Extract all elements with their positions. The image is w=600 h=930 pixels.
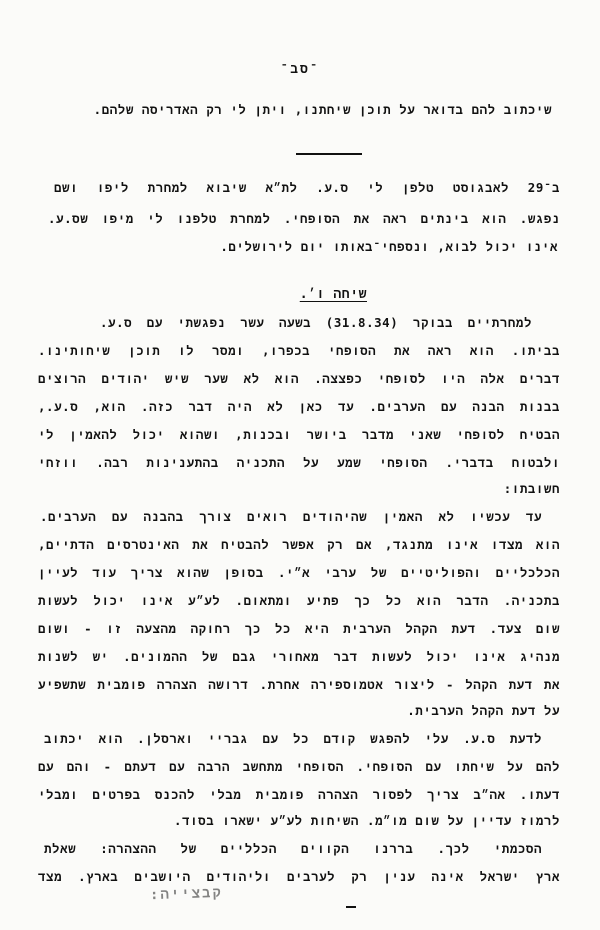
paragraph-2-line-6: ולבטוח בדברי. הסופחי שמע על התכניה בהתענינות רבה. ווזחי: [38, 455, 560, 470]
paragraph-3-line-2: הוא מצדו אינו מתנגד, אם רק אפשר להבטיח את האינטרסים הדתיים,: [38, 537, 560, 552]
paragraph-5-line-1: הסכמתי לכך. בררנו הקווים הכלליים של ההצהרה: שאלת: [44, 841, 542, 856]
paragraph-4-line-2: להם על שיחתו עם הסופחי. הסופחי מתחשב הרבה עם דעתם - והם עם: [38, 759, 560, 774]
paragraph-3-line-6: מנהיג אינו יכול לעשות דבר מאחורי גבם של ההמונים. יש לשנות: [38, 649, 560, 664]
paragraph-1-line-1: ב־29 לאבגוסט טלפן לי ס.ע. לת״א שיבוא למחרת ליפו ושם: [54, 180, 560, 195]
paragraph-4-line-1: לדעת ס.ע. עלי להפגש קודם כל עם גבריי וארסלן. הוא יכתוב: [44, 731, 542, 746]
archive-stamp: קבצייה‏:: [149, 884, 224, 904]
separator-rule: [296, 153, 362, 155]
bottom-dash-mark: [346, 906, 356, 908]
paragraph-3-line-5: שום צעד. דעת הקהל הערבית היא כל כך רחוקה מהצעה זו - ושום: [38, 621, 560, 636]
paragraph-2-line-2: בביתו. הוא ראה את הסופחי בכפרו, ומסר לו תוכן שיחותינו.: [38, 343, 560, 358]
page-number: ־סב־: [280, 62, 320, 77]
paragraph-2-line-5: הבטיח לסופחי שאני מדבר ביושר ובכנות, ושהוא יכול להאמין לי: [38, 427, 560, 442]
paragraph-4-line-3: דעתו. אה״ב צריך לפסור הצהרה פומבית מבלי להכנס בפרטים ומבלי: [38, 787, 560, 802]
section-heading: שיחה ו׳.: [299, 287, 367, 302]
paragraph-3-line-1: עד עכשיו לא האמין שהיהודים רואים צורך בהבנה עם הערבים.: [40, 509, 542, 524]
paragraph-3-line-8: על דעת הקהל הערבית.: [407, 703, 560, 718]
paragraph-2-line-3: דברים אלה היו לסופחי כפצצה. הוא לא שער שיש יהודים הרוצים: [38, 371, 560, 386]
paragraph-3-line-4: בתכניה. הדבר הוא כל כך פתיע ומתאום. לע״ע אינו יכול לעשות: [38, 593, 560, 608]
paragraph-1-line-3: אינו יכול לבוא, ונספחי־באותו יום לירושלים.: [220, 239, 558, 254]
paragraph-2-line-7: חשובתו:: [503, 481, 560, 496]
paragraph-1-line-2: נפגש. הוא בינתים ראה את הסופחי. למחרת טלפנו לי מיפו שס.ע.: [48, 211, 560, 226]
paragraph-3-line-3: הכלכליים והפוליטיים של ערבי א״י. בסופן שהוא צריך עוד לעיין: [38, 565, 560, 580]
paragraph-3-line-7: את דעת הקהל - ליצור אטמוספירה אחרת. דרושה הצהרה פומבית שתשפיע: [38, 677, 560, 692]
paragraph-2-line-1: למחרתיים בבוקר (31.8.34) בשעה עשר נפגשתי עם ס.ע.: [100, 315, 532, 330]
intro-line: שיכתוב להם בדואר על תוכן שיחתנו, ויתן לי רק האדריסה שלהם.: [93, 102, 552, 117]
paragraph-2-line-4: בבנות הבנה עם הערבים. עד כאן לא היה דבר כזה. הוא, ס.ע.,: [38, 399, 560, 414]
paragraph-4-line-4: לרמוז עדיין על שום מו״מ. השיחות לע״ע ישארו בסוד.: [174, 813, 560, 828]
paragraph-5-line-2: ארץ ישראל אינה ענין רק לערבים וליהודים היושבים בארץ. מצד: [38, 869, 560, 884]
